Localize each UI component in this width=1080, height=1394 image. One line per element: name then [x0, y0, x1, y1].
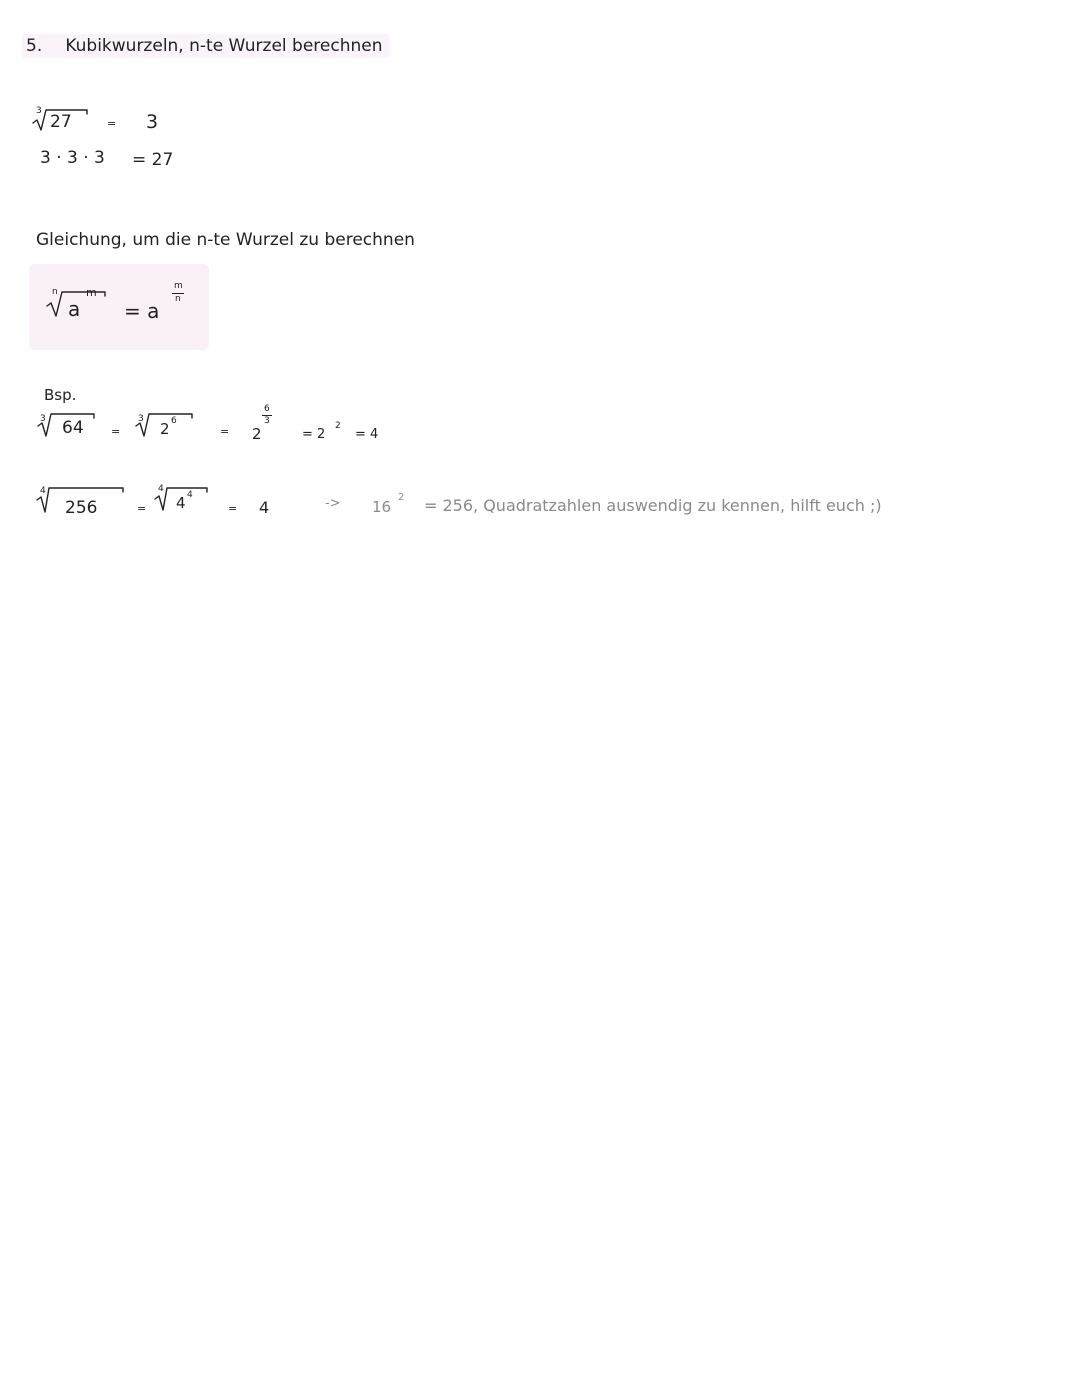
- fraction-numerator: m: [174, 281, 183, 291]
- equals-sign: =: [220, 425, 230, 438]
- root-index: 3: [36, 106, 42, 116]
- section-title: Kubikwurzeln, n-te Wurzel berechnen: [65, 36, 383, 56]
- note-base: 16: [372, 498, 392, 516]
- radicand: 256: [65, 498, 98, 518]
- note-exponent: 2: [398, 492, 405, 503]
- formula-base: a: [68, 297, 81, 321]
- note-text: = 256, Quadratzahlen auswendig zu kennen, hilft euch ;): [424, 496, 882, 515]
- root-index: 4: [158, 484, 164, 494]
- power-base: 2: [252, 425, 262, 443]
- equals-sign: =: [228, 502, 238, 515]
- radicand: 27: [50, 112, 72, 132]
- example-label: Bsp.: [44, 386, 77, 404]
- radicand-base: 4: [176, 494, 186, 512]
- section-number: 5.: [26, 36, 43, 56]
- fraction-denominator: n: [175, 294, 181, 304]
- root-index: 4: [40, 486, 46, 496]
- radicand: 64: [62, 418, 84, 438]
- result: 3: [146, 111, 159, 133]
- formula-heading: Gleichung, um die n-te Wurzel zu berechnen: [36, 230, 415, 250]
- radicand-base: 2: [160, 420, 170, 438]
- simplified-power: = 2: [302, 427, 326, 442]
- equals-sign: =: [137, 502, 147, 515]
- section-header: [22, 34, 390, 58]
- simplified-exponent: 2: [335, 421, 341, 431]
- check-product: 3 · 3 · 3: [40, 148, 105, 168]
- radicand-exponent: 6: [171, 416, 177, 426]
- result: 4: [259, 498, 270, 517]
- fraction-denominator: 3: [264, 416, 270, 426]
- radicand-exponent: 4: [187, 490, 193, 500]
- formula-rhs: = a: [124, 299, 160, 323]
- root-index: n: [52, 287, 58, 297]
- arrow-icon: ->: [325, 496, 341, 511]
- equals-sign: =: [107, 117, 117, 130]
- fraction-numerator: 6: [264, 404, 270, 414]
- check-result: = 27: [132, 150, 174, 170]
- formula-exponent: m: [86, 286, 97, 299]
- equals-sign: =: [111, 425, 121, 438]
- result: = 4: [355, 427, 379, 442]
- root-index: 3: [138, 414, 144, 424]
- root-index: 3: [40, 414, 46, 424]
